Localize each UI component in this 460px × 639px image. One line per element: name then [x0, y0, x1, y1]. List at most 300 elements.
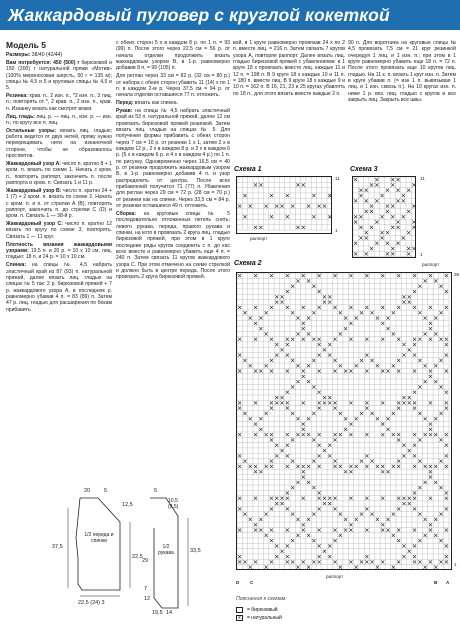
- pattern-stitch-x: [424, 380, 427, 383]
- pattern-stitch-x: [360, 359, 363, 362]
- pattern-stitch-x: [302, 327, 305, 330]
- pattern-stitch-x: [238, 338, 241, 341]
- pattern-stitch-x: [286, 454, 289, 457]
- pattern-stitch-x: [413, 433, 416, 436]
- pattern-stitch-x: [424, 518, 427, 521]
- pattern-stitch-x: [243, 460, 246, 463]
- pattern-stitch-x: [445, 560, 448, 563]
- pattern-stitch-x: [370, 205, 373, 208]
- pattern-stitch-x: [445, 555, 448, 558]
- pattern-stitch-x: [302, 433, 305, 436]
- pattern-stitch-x: [434, 364, 437, 367]
- pattern-stitch-x: [396, 199, 399, 202]
- pattern-stitch-x: [291, 412, 294, 415]
- pattern-stitch-x: [318, 433, 321, 436]
- pattern-stitch-x: [312, 215, 315, 218]
- pattern-stitch-x: [339, 311, 342, 314]
- pattern-stitch-x: [429, 375, 432, 378]
- pattern-stitch-x: [259, 518, 262, 521]
- pattern-stitch-x: [408, 401, 411, 404]
- pattern-stitch-x: [439, 560, 442, 563]
- pattern-stitch-x: [386, 231, 389, 234]
- sleeve-dim-14: 14: [166, 610, 173, 616]
- pattern-stitch-x: [391, 183, 394, 186]
- pattern-stitch-x: [270, 497, 273, 500]
- pattern-stitch-x: [397, 438, 400, 441]
- pattern-stitch-x: [413, 560, 416, 563]
- pattern-stitch-x: [396, 189, 399, 192]
- pattern-stitch-x: [413, 391, 416, 394]
- pattern-stitch-x: [275, 401, 278, 404]
- pattern-stitch-x: [312, 385, 315, 388]
- pattern-stitch-x: [445, 507, 448, 510]
- pattern-stitch-x: [286, 555, 289, 558]
- pattern-stitch-x: [275, 301, 278, 304]
- pattern-stitch-x: [439, 539, 442, 542]
- pattern-stitch-x: [365, 454, 368, 457]
- pattern-stitch-x: [445, 306, 448, 309]
- pattern-stitch-x: [344, 316, 347, 319]
- pattern-stitch-x: [318, 391, 321, 394]
- pattern-stitch-x: [238, 555, 241, 558]
- pattern-stitch-x: [243, 311, 246, 314]
- arrow-c: C: [250, 580, 254, 585]
- pattern-stitch-x: [381, 194, 384, 197]
- pattern-stitch-x: [349, 465, 352, 468]
- pattern-stitch-x: [291, 385, 294, 388]
- pattern-stitch-x: [365, 465, 368, 468]
- pattern-stitch-x: [413, 454, 416, 457]
- col2-paragraph-heading: Сборка:: [116, 210, 137, 217]
- pattern-stitch-x: [328, 497, 331, 500]
- pattern-stitch-x: [259, 183, 262, 186]
- text-column-4: [348, 40, 456, 160]
- pattern-stitch-x: [371, 412, 374, 415]
- dim-bottom: 22,5 (24) 3: [78, 600, 105, 606]
- pattern-stitch-x: [318, 444, 321, 447]
- pattern-stitch-x: [312, 486, 315, 489]
- col1-paragraph-heading: Лиц. гладь:: [6, 113, 35, 120]
- pattern-stitch-x: [397, 274, 400, 277]
- pattern-stitch-x: [407, 247, 410, 250]
- pattern-stitch-x: [418, 412, 421, 415]
- pattern-stitch-x: [302, 528, 305, 531]
- pattern-stitch-x: [318, 454, 321, 457]
- pattern-stitch-x: [296, 183, 299, 186]
- pattern-stitch-x: [381, 470, 384, 473]
- pattern-stitch-x: [318, 465, 321, 468]
- pattern-stitch-x: [349, 497, 352, 500]
- pattern-stitch-x: [318, 205, 321, 208]
- pattern-stitch-x: [397, 338, 400, 341]
- pattern-stitch-x: [312, 560, 315, 563]
- scheme-1-rapport: раппорт: [250, 236, 268, 241]
- pattern-stitch-x: [371, 311, 374, 314]
- pattern-stitch-x: [328, 544, 331, 547]
- pattern-stitch-x: [439, 438, 442, 441]
- pattern-stitch-x: [270, 401, 273, 404]
- pattern-stitch-x: [413, 555, 416, 558]
- pattern-stitch-x: [333, 433, 336, 436]
- pattern-stitch-x: [328, 502, 331, 505]
- pattern-stitch-x: [291, 486, 294, 489]
- pattern-stitch-x: [360, 311, 363, 314]
- pattern-stitch-x: [254, 306, 257, 309]
- pattern-stitch-x: [349, 433, 352, 436]
- pattern-stitch-x: [397, 369, 400, 372]
- pattern-stitch-x: [286, 338, 289, 341]
- pattern-stitch-x: [280, 348, 283, 351]
- pattern-stitch-x: [386, 417, 389, 420]
- pattern-stitch-x: [328, 401, 331, 404]
- col1-paragraph: [6, 221, 112, 240]
- pattern-stitch-x: [445, 465, 448, 468]
- pattern-stitch-x: [418, 486, 421, 489]
- pattern-stitch-x: [333, 401, 336, 404]
- pattern-stitch-x: [259, 316, 262, 319]
- pattern-stitch-x: [429, 306, 432, 309]
- pattern-stitch-x: [386, 369, 389, 372]
- pattern-stitch-x: [265, 364, 268, 367]
- pattern-stitch-x: [365, 274, 368, 277]
- pattern-stitch-x: [339, 534, 342, 537]
- pattern-stitch-x: [270, 433, 273, 436]
- pattern-stitch-x: [408, 550, 411, 553]
- pattern-stitch-x: [413, 544, 416, 547]
- pattern-stitch-x: [238, 454, 241, 457]
- pattern-stitch-x: [302, 338, 305, 341]
- pattern-stitch-x: [265, 205, 268, 208]
- pattern-stitch-x: [318, 306, 321, 309]
- col2-paragraph-text: на спицы № 4,5 набрать эластичный край из 53 п. натуральной пряжей, далее 12 см провязать бирюзовой пряжей резинкой. Затем вязать лиц. гладью на спицах № 5. Для получения формы прибавить с обеих сторон через 7 см = 16 р. от резинки 1 х 1, затем 2 х в каждом 12 р., 2 х в каждом 8 р. и 2 х в каждом 6 р. (5 х в каждом 6 р. и 4 х в каждом 4 р.) по 1 п. по рисунку. Одновременно через 16,5 см = 40 р. от резинки продолжить жаккардовым узором В, в 1-р. равномерно добавив 4 п. и узор распределить от центра. После всех прибавлений получится 71 (77) п. Убавления для реглан через 29 см = 72 р. (28 см = 70 р.) от резинки как на спинке. Через 33,5 см = 84 р. от резинки оставшиеся 49 п. отложить.: [116, 107, 230, 210]
- pattern-stitch-x: [344, 327, 347, 330]
- pattern-stitch-x: [429, 433, 432, 436]
- page-title: Жаккардовый пуловер с круглой кокеткой: [0, 0, 460, 30]
- pattern-stitch-x: [286, 407, 289, 410]
- pattern-stitch-x: [318, 290, 321, 293]
- pattern-stitch-x: [402, 301, 405, 304]
- pattern-stitch-x: [249, 364, 252, 367]
- pattern-stitch-x: [286, 491, 289, 494]
- pattern-stitch-x: [286, 544, 289, 547]
- dim-20: 20: [84, 488, 91, 494]
- pattern-stitch-x: [354, 242, 357, 245]
- pattern-stitch-x: [265, 534, 268, 537]
- pattern-stitch-x: [408, 502, 411, 505]
- pattern-stitch-x: [408, 396, 411, 399]
- pattern-stitch-x: [365, 369, 368, 372]
- pattern-stitch-x: [418, 359, 421, 362]
- pattern-stitch-x: [333, 369, 336, 372]
- pattern-stitch-x: [376, 465, 379, 468]
- col1-paragraph-heading: Жаккардовый узор С:: [6, 221, 63, 228]
- pattern-stitch-x: [376, 518, 379, 521]
- pattern-stitch-x: [307, 205, 310, 208]
- pattern-stitch-x: [307, 417, 310, 420]
- pattern-stitch-x: [445, 544, 448, 547]
- scheme-1-row-1: 1: [335, 228, 338, 233]
- pattern-stitch-x: [333, 306, 336, 309]
- pattern-stitch-x: [296, 417, 299, 420]
- pattern-stitch-x: [254, 338, 257, 341]
- scheme-3-grid: [352, 176, 416, 258]
- pattern-stitch-x: [238, 274, 241, 277]
- pattern-stitch-x: [238, 306, 241, 309]
- pattern-stitch-x: [396, 178, 399, 181]
- pattern-stitch-x: [359, 236, 362, 239]
- pattern-stitch-x: [349, 274, 352, 277]
- pattern-stitch-x: [392, 534, 395, 537]
- pattern-stitch-x: [381, 560, 384, 563]
- pattern-stitch-x: [323, 205, 326, 208]
- pattern-stitch-x: [424, 465, 427, 468]
- pattern-stitch-x: [381, 322, 384, 325]
- pattern-stitch-x: [434, 518, 437, 521]
- pattern-stitch-x: [402, 401, 405, 404]
- pattern-stitch-x: [302, 274, 305, 277]
- pattern-stitch-x: [286, 497, 289, 500]
- pattern-stitch-x: [291, 359, 294, 362]
- pattern-stitch-x: [386, 316, 389, 319]
- pattern-stitch-x: [296, 518, 299, 521]
- pattern-stitch-x: [413, 343, 416, 346]
- pattern-stitch-x: [318, 369, 321, 372]
- pattern-stitch-x: [291, 438, 294, 441]
- col2-paragraph: [116, 73, 230, 98]
- pattern-stitch-x: [286, 401, 289, 404]
- pattern-stitch-x: [413, 354, 416, 357]
- pattern-stitch-x: [243, 359, 246, 362]
- pattern-stitch-x: [339, 465, 342, 468]
- pattern-stitch-x: [254, 470, 257, 473]
- pattern-stitch-x: [413, 528, 416, 531]
- pattern-stitch-x: [318, 555, 321, 558]
- pattern-stitch-x: [339, 513, 342, 516]
- pattern-stitch-x: [259, 369, 262, 372]
- pattern-stitch-x: [439, 285, 442, 288]
- pattern-stitch-x: [365, 407, 368, 410]
- pattern-stitch-x: [429, 428, 432, 431]
- pattern-stitch-x: [397, 460, 400, 463]
- pattern-stitch-x: [318, 354, 321, 357]
- pattern-stitch-x: [360, 460, 363, 463]
- pattern-stitch-x: [397, 497, 400, 500]
- pattern-stitch-x: [391, 247, 394, 250]
- pattern-stitch-x: [349, 401, 352, 404]
- pattern-stitch-x: [302, 401, 305, 404]
- pattern-stitch-x: [365, 236, 368, 239]
- pattern-stitch-x: [307, 534, 310, 537]
- col1-paragraph-text: вязать лиц. гладью; работа ведется от двух нитей, пряжу нужно перекрещивать нити на изнаночной стороне, чтобы не образовалось простветов.: [6, 127, 112, 160]
- pattern-stitch-x: [381, 236, 384, 239]
- pattern-stitch-x: [238, 560, 241, 563]
- pattern-stitch-x: [445, 454, 448, 457]
- pattern-stitch-x: [365, 560, 368, 563]
- pattern-stitch-x: [408, 449, 411, 452]
- pattern-stitch-x: [344, 369, 347, 372]
- col1-paragraph-text: 19,5 п. и 20 р. = 10 х 10 см, лиц. гладью: 18 п. и 24 р. = 10 х 10 см.: [6, 247, 112, 261]
- pattern-stitch-x: [434, 433, 437, 436]
- text-column-3: [233, 40, 345, 160]
- col1-paragraph-heading: Плотность вязания жаккардовыми узорами:: [6, 241, 112, 254]
- pattern-stitch-x: [386, 470, 389, 473]
- pattern-stitch-x: [355, 518, 358, 521]
- pattern-stitch-x: [307, 566, 310, 569]
- col1-paragraph-text: 38/40 (42/44): [30, 52, 63, 58]
- col4-paragraph: [348, 40, 456, 103]
- pattern-stitch-x: [254, 226, 257, 229]
- pattern-stitch-x: [375, 199, 378, 202]
- pattern-stitch-x: [270, 560, 273, 563]
- pattern-stitch-x: [355, 364, 358, 367]
- pattern-stitch-x: [376, 364, 379, 367]
- pattern-stitch-x: [312, 285, 315, 288]
- pattern-stitch-x: [429, 465, 432, 468]
- pattern-stitch-x: [376, 316, 379, 319]
- col2-paragraph-text: с обеих сторон 5 х в каждом 8 р. по 1 п. = 93 (99) п. После этого через 22,5 см = 56 р. от начала отделки продолжить вязать жаккардовым узором В, в 1-р. равномерно добавив 8 п. = 99 (105) п.: [116, 40, 230, 72]
- garment-schematic: [50, 488, 220, 618]
- pattern-stitch-x: [328, 396, 331, 399]
- pattern-stitch-x: [323, 301, 326, 304]
- pattern-stitch-x: [318, 507, 321, 510]
- col1-paragraph: [6, 161, 112, 186]
- pattern-stitch-x: [275, 555, 278, 558]
- pattern-stitch-x: [354, 220, 357, 223]
- pattern-stitch-x: [386, 428, 389, 431]
- pattern-stitch-x: [270, 528, 273, 531]
- pattern-stitch-x: [445, 369, 448, 372]
- pattern-stitch-x: [429, 338, 432, 341]
- pattern-stitch-x: [396, 242, 399, 245]
- pattern-stitch-x: [381, 274, 384, 277]
- pattern-stitch-x: [291, 460, 294, 463]
- pattern-stitch-x: [445, 343, 448, 346]
- legend-item-turquoise: [236, 606, 282, 614]
- pattern-stitch-x: [381, 523, 384, 526]
- pattern-stitch-x: [434, 417, 437, 420]
- pattern-stitch-x: [344, 470, 347, 473]
- pattern-stitch-x: [328, 215, 331, 218]
- pattern-stitch-x: [418, 285, 421, 288]
- pattern-stitch-x: [291, 311, 294, 314]
- pattern-stitch-x: [302, 523, 305, 526]
- pattern-stitch-x: [339, 364, 342, 367]
- pattern-stitch-x: [391, 205, 394, 208]
- pattern-stitch-x: [402, 555, 405, 558]
- col1-paragraph: [6, 188, 112, 220]
- pattern-stitch-x: [302, 375, 305, 378]
- col2-paragraph-text: на круговые спицы № 5 последовательно отложенных петель снять: левого рукава, переда, правого рукава и спинки, на кото в провязать 2 круга лиц. гладью бирюзовой пряжей, при этом в 1 круге последние ряды кругов соединить с п. до кас всех вместе и равномерно убавить еще 4 п. = 240 п. Затем связать 11 кругов жаккардового узора С. При этом отмечено на схеме стрелкой и должно быть в центре переда. После этого провязать 2 круга бирюзовой пряжей.: [116, 210, 230, 281]
- pattern-stitch-x: [434, 465, 437, 468]
- model-title: Модель 5: [6, 40, 46, 50]
- pattern-stitch-x: [280, 449, 283, 452]
- pattern-stitch-x: [312, 438, 315, 441]
- text-column-2: [116, 40, 230, 470]
- scheme-2-grid: [236, 272, 452, 570]
- pattern-stitch-x: [429, 369, 432, 372]
- pattern-stitch-x: [424, 316, 427, 319]
- pattern-stitch-x: [412, 205, 415, 208]
- pattern-stitch-x: [318, 343, 321, 346]
- pattern-stitch-x: [371, 460, 374, 463]
- instructions-list: [6, 52, 112, 313]
- pattern-stitch-x: [312, 412, 315, 415]
- pattern-stitch-x: [381, 215, 384, 218]
- col1-paragraph: [6, 60, 112, 92]
- pattern-stitch-x: [265, 465, 268, 468]
- pattern-stitch-x: [323, 449, 326, 452]
- scheme-2-row-1: 1: [454, 562, 457, 567]
- pattern-stitch-x: [296, 279, 299, 282]
- col4-paragraph-text: 90 п. Для воротника на круговые спицы № 4,5 провязать 7,5 см = 21 круг резинкой очередуя 1 лиц. и 1 изн. п.; при этом в 1 круге равномерно убавить еще 18 п. = 72 п. После этого провязать еще 10 кругов лиц. гладью. На 11 к. п. вязать 1 круг изн. п. Затем в круге убавив п. (= изн 1 п. вывязывая 1 лиц. и 1 изн. сквозь п.). На 10 кругах изн. п. ниже 1 р. вяз. лиц. гладью с кругов и все закрыть лиц. Закрыть все швы.: [348, 40, 456, 104]
- pattern-stitch-x: [349, 560, 352, 563]
- pattern-stitch-x: [286, 306, 289, 309]
- pattern-stitch-x: [323, 295, 326, 298]
- pattern-stitch-x: [296, 332, 299, 335]
- pattern-stitch-x: [328, 444, 331, 447]
- pattern-stitch-x: [413, 306, 416, 309]
- pattern-stitch-x: [238, 433, 241, 436]
- pattern-stitch-x: [445, 401, 448, 404]
- pattern-stitch-x: [312, 513, 315, 516]
- pattern-stitch-x: [243, 513, 246, 516]
- pattern-stitch-x: [445, 338, 448, 341]
- pattern-stitch-x: [429, 470, 432, 473]
- pattern-stitch-x: [286, 444, 289, 447]
- col1-paragraph-text: число п. кратно 12 вязать по кругу по схеме 3, повторять. Связать 1 — 11 круг.: [6, 221, 112, 240]
- pattern-stitch-x: [328, 343, 331, 346]
- pattern-stitch-x: [445, 274, 448, 277]
- pattern-stitch-x: [286, 290, 289, 293]
- dim-5: 5: [104, 488, 108, 494]
- pattern-stitch-x: [418, 539, 421, 542]
- arrow-d: D: [236, 580, 240, 585]
- pattern-stitch-x: [407, 210, 410, 213]
- pattern-stitch-x: [386, 205, 389, 208]
- pattern-stitch-x: [254, 401, 257, 404]
- pattern-stitch-x: [402, 497, 405, 500]
- pattern-stitch-x: [386, 252, 389, 255]
- pattern-stitch-x: [375, 183, 378, 186]
- pattern-stitch-x: [296, 534, 299, 537]
- col1-paragraph: [6, 262, 112, 313]
- pattern-stitch-x: [418, 311, 421, 314]
- pattern-stitch-x: [397, 401, 400, 404]
- pattern-stitch-x: [424, 332, 427, 335]
- pattern-stitch-x: [397, 433, 400, 436]
- pattern-stitch-x: [370, 210, 373, 213]
- legend-text-natural: = натуральный: [247, 615, 282, 621]
- pattern-stitch-x: [302, 560, 305, 563]
- pattern-stitch-x: [238, 401, 241, 404]
- pattern-stitch-x: [365, 338, 368, 341]
- scheme-3-rapport: раппорт: [422, 262, 440, 267]
- pattern-stitch-x: [280, 502, 283, 505]
- pattern-stitch-x: [402, 343, 405, 346]
- pattern-stitch-x: [439, 311, 442, 314]
- pattern-stitch-x: [333, 560, 336, 563]
- pattern-stitch-x: [365, 555, 368, 558]
- pattern-stitch-x: [445, 491, 448, 494]
- pattern-stitch-x: [412, 226, 415, 229]
- pattern-stitch-x: [396, 226, 399, 229]
- pattern-stitch-x: [238, 507, 241, 510]
- sleeve-label: 1/2 рукава: [158, 544, 174, 556]
- pattern-stitch-x: [254, 528, 257, 531]
- pattern-stitch-x: [328, 555, 331, 558]
- col1-paragraph-text: бирюзовой и 150 (200) г натуральной пряжи «Мотив» (100% мериносовая шерсть, 50 г = 135 м); спицы № 4,5 и 5 и круговые спицы № 4,5 и 5.: [6, 59, 112, 92]
- pattern-stitch-x: [302, 428, 305, 431]
